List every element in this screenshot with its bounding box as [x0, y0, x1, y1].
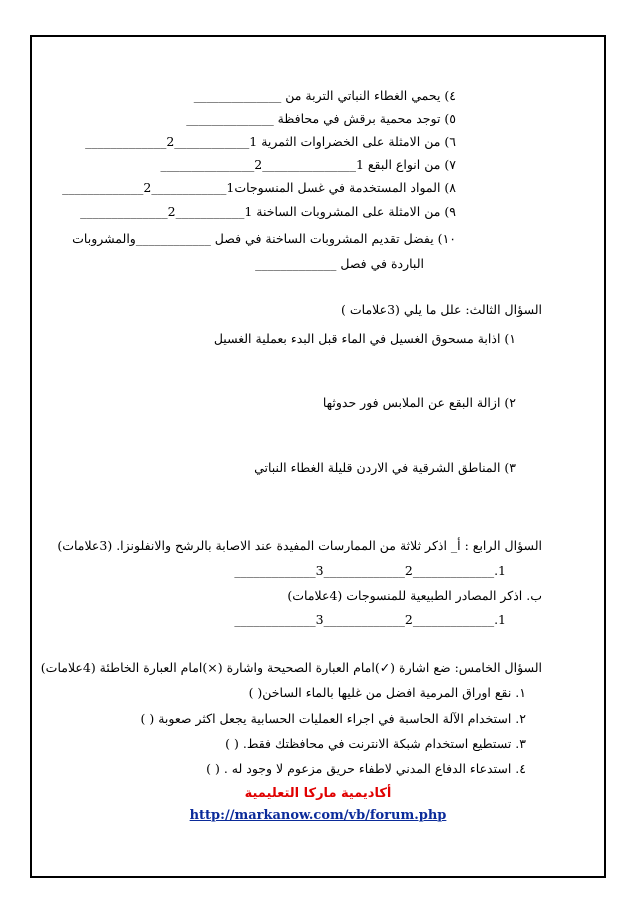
q5-item-2: ٢. استخدام الآلة الحاسبة في اجراء العمليات الحسابية يجعل اكثر صعوبة ( )	[140, 711, 526, 726]
q4-answer-line-b: 1._____________2_____________3_____________	[234, 612, 506, 627]
q3-item-3: ٣) المناطق الشرقية في الاردن قليلة الغطاء النباتي	[254, 460, 516, 475]
q4-part-b: ب. اذكر المصادر الطبيعية للمنسوجات (4علامات)	[287, 588, 542, 603]
fill-item-6: ٦) من الامثلة على الخضراوات الثمرية 1____________2_____________	[85, 134, 456, 149]
q3-item-1: ١) اذابة مسحوق الغسيل في الماء قبل البدء بعملية الغسيل	[213, 331, 516, 346]
q3-heading: السؤال الثالث: علل ما يلي (3علامات )	[341, 302, 542, 317]
fill-item-5: ٥) توجد محمية برقش في محافظة ______________	[186, 111, 456, 126]
fill-item-7: ٧) من انواع البقع 1_______________2_______________	[160, 157, 456, 172]
q5-item-3: ٣. تستطيع استخدام شبكة الانترنت في محافظتك فقط. ( )	[225, 736, 526, 751]
q5-item-1: ١. نقع اوراق المرمية افضل من غليها بالماء الساخن( )	[248, 685, 526, 700]
fill-item-10: ١٠) يفضل تقديم المشروبات الساخنة في فصل ____________والمشروبات	[72, 231, 456, 246]
q5-heading: السؤال الخامس: ضع اشارة (✓)امام العبارة الصحيحة واشارة (×)امام العبارة الخاطئة (4علامات)	[40, 660, 542, 675]
fill-item-10-cont: الباردة في فصل _____________	[255, 256, 424, 271]
q4-answer-line-a: 1._____________2_____________3_____________	[234, 563, 506, 578]
q4-heading: السؤال الرابع : أ_ اذكر ثلاثة من الممارسات المفيدة عند الاصابة بالرشح والانفلونزا. (3علامات)	[57, 538, 542, 553]
q3-item-2: ٢) ازالة البقع عن الملابس فور حدوثها	[322, 395, 516, 410]
q5-item-4: ٤. استدعاء الدفاع المدني لاطفاء حريق مزعوم لا وجود له . ( )	[206, 761, 526, 776]
academy-name: أكاديمية ماركا التعليمية	[244, 786, 392, 801]
forum-link[interactable]: http://markanow.com/vb/forum.php	[189, 808, 447, 823]
fill-item-9: ٩) من الامثلة على المشروبات الساخنة 1___________2______________	[80, 204, 456, 219]
fill-item-8: ٨) المواد المستخدمة في غسل المنسوجات1____________2_____________	[62, 180, 456, 195]
fill-item-4: ٤) يحمي الغطاء النباتي التربة من ______________	[193, 88, 456, 103]
